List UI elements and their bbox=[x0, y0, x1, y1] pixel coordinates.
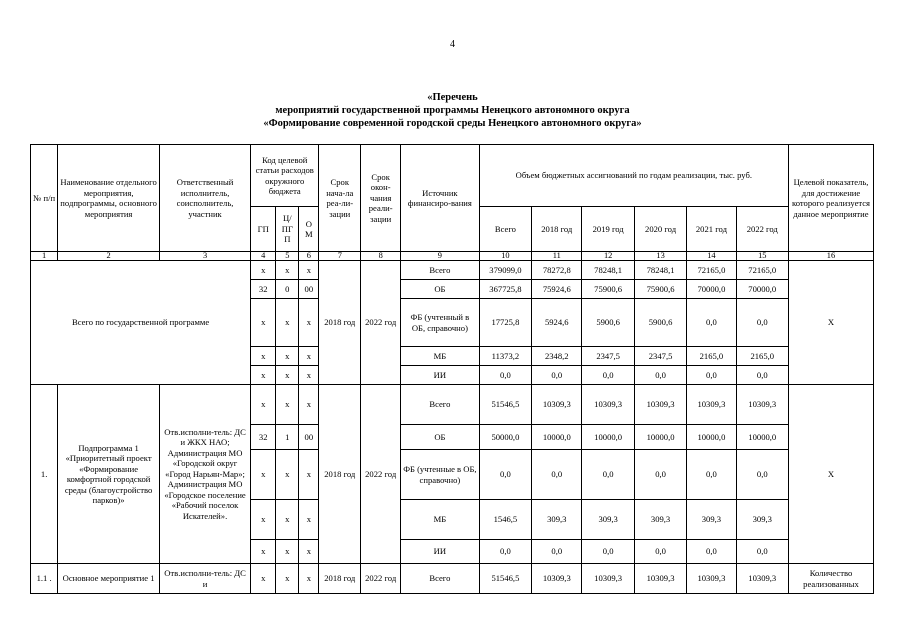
cell-total: 17725,8 bbox=[479, 299, 531, 347]
col-number: 4 bbox=[251, 252, 276, 261]
cell-source: Всего bbox=[401, 261, 480, 280]
header-start: Срок нача-ла реа-ли-зации bbox=[319, 145, 361, 252]
cell-2018: 78272,8 bbox=[532, 261, 582, 280]
cell-2020: 10000,0 bbox=[634, 425, 686, 450]
cell-2022: 0,0 bbox=[736, 366, 788, 385]
table-row bbox=[31, 564, 874, 594]
header-2018: 2018 год bbox=[532, 207, 582, 252]
cell-cpgp: х bbox=[276, 366, 299, 385]
cell-2020: 0,0 bbox=[634, 366, 686, 385]
events-table bbox=[30, 144, 874, 594]
header-2020: 2020 год bbox=[634, 207, 686, 252]
col-number: 16 bbox=[788, 252, 873, 261]
cell-total: 379099,0 bbox=[479, 261, 531, 280]
cell-2020: 2347,5 bbox=[634, 347, 686, 366]
col-number: 1 bbox=[31, 252, 58, 261]
col-number: 7 bbox=[319, 252, 361, 261]
cell-2019: 10000,0 bbox=[582, 425, 634, 450]
cell-source: ФБ (учтенный в ОБ, справочно) bbox=[401, 299, 480, 347]
col-number: 11 bbox=[532, 252, 582, 261]
cell-2018: 10309,3 bbox=[532, 564, 582, 594]
cell-2022: 0,0 bbox=[736, 540, 788, 564]
cell-total: 51546,5 bbox=[479, 385, 531, 425]
cell-2018: 2348,2 bbox=[532, 347, 582, 366]
cell-2022: 2165,0 bbox=[736, 347, 788, 366]
main-event-responsible: Отв.исполни-тель: ДС и bbox=[159, 564, 250, 594]
cell-gp: х bbox=[251, 299, 276, 347]
header-2022: 2022 год bbox=[736, 207, 788, 252]
cell-gp: х bbox=[251, 385, 276, 425]
cell-2019: 0,0 bbox=[582, 450, 634, 500]
cell-source: ИИ bbox=[401, 540, 480, 564]
cell-2018: 5924,6 bbox=[532, 299, 582, 347]
cell-2021: 10000,0 bbox=[687, 425, 736, 450]
cell-2022: 0,0 bbox=[736, 299, 788, 347]
header-volume: Объем бюджетных ассигнований по годам реализации, тыс. руб. bbox=[479, 145, 788, 207]
cell-gp: х bbox=[251, 540, 276, 564]
table-row bbox=[31, 385, 874, 425]
cell-om: х bbox=[299, 540, 319, 564]
cell-2021: 10309,3 bbox=[687, 564, 736, 594]
cell-cpgp: 0 bbox=[276, 280, 299, 299]
cell-2018: 0,0 bbox=[532, 540, 582, 564]
cell-2021: 0,0 bbox=[687, 540, 736, 564]
cell-total: 51546,5 bbox=[479, 564, 531, 594]
cell-source: Всего bbox=[401, 564, 480, 594]
program-total-end: 2022 год bbox=[361, 261, 401, 385]
cell-cpgp: х bbox=[276, 500, 299, 540]
subprogram-target: Х bbox=[788, 385, 873, 564]
cell-2019: 0,0 bbox=[582, 366, 634, 385]
header-om: О М bbox=[299, 207, 319, 252]
cell-source: МБ bbox=[401, 347, 480, 366]
cell-cpgp: х bbox=[276, 450, 299, 500]
header-total: Всего bbox=[479, 207, 531, 252]
title-line-2: мероприятий государственной программы Ненецкого автономного округа bbox=[275, 105, 630, 116]
cell-2020: 78248,1 bbox=[634, 261, 686, 280]
cell-om: х bbox=[299, 366, 319, 385]
header-budget-code: Код целевой статьи расходов окружного бюджета bbox=[251, 145, 319, 207]
cell-2019: 10309,3 bbox=[582, 385, 634, 425]
program-total-name: Всего по государственной программе bbox=[31, 261, 251, 385]
col-number: 3 bbox=[159, 252, 250, 261]
cell-om: х bbox=[299, 564, 319, 594]
cell-om: 00 bbox=[299, 425, 319, 450]
cell-om: х bbox=[299, 450, 319, 500]
subprogram-responsible: Отв.исполни-тель: ДС и ЖКХ НАО; Администрация МО «Городской округ «Город Нарьян-Мар»; Администрация МО «Городское поселение «Рабочий поселок Искателей». bbox=[159, 385, 250, 564]
cell-cpgp: х bbox=[276, 564, 299, 594]
cell-2018: 309,3 bbox=[532, 500, 582, 540]
cell-source: ОБ bbox=[401, 280, 480, 299]
cell-2018: 10000,0 bbox=[532, 425, 582, 450]
cell-total: 367725,8 bbox=[479, 280, 531, 299]
cell-2019: 2347,5 bbox=[582, 347, 634, 366]
cell-2022: 10309,3 bbox=[736, 385, 788, 425]
cell-gp: х bbox=[251, 500, 276, 540]
cell-om: х bbox=[299, 347, 319, 366]
cell-2019: 75900,6 bbox=[582, 280, 634, 299]
cell-2018: 0,0 bbox=[532, 450, 582, 500]
col-number: 12 bbox=[582, 252, 634, 261]
cell-2021: 309,3 bbox=[687, 500, 736, 540]
cell-2019: 309,3 bbox=[582, 500, 634, 540]
cell-gp: х bbox=[251, 450, 276, 500]
cell-2022: 10309,3 bbox=[736, 564, 788, 594]
cell-2020: 0,0 bbox=[634, 450, 686, 500]
col-number: 14 bbox=[687, 252, 736, 261]
title-line-3: «Формирование современной городской среды Ненецкого автономного округа» bbox=[263, 118, 642, 129]
column-number-row bbox=[31, 252, 874, 261]
header-responsible: Ответственный исполнитель, соисполнитель, участник bbox=[159, 145, 250, 252]
cell-2020: 309,3 bbox=[634, 500, 686, 540]
col-number: 8 bbox=[361, 252, 401, 261]
col-number: 5 bbox=[276, 252, 299, 261]
col-number: 15 bbox=[736, 252, 788, 261]
subprogram-num: 1. bbox=[31, 385, 58, 564]
cell-cpgp: х bbox=[276, 385, 299, 425]
main-event-num: 1.1 . bbox=[31, 564, 58, 594]
cell-om: 00 bbox=[299, 280, 319, 299]
document-title bbox=[0, 91, 905, 130]
cell-gp: х bbox=[251, 347, 276, 366]
cell-source: МБ bbox=[401, 500, 480, 540]
cell-cpgp: х bbox=[276, 299, 299, 347]
cell-2020: 75900,6 bbox=[634, 280, 686, 299]
col-number: 6 bbox=[299, 252, 319, 261]
subprogram-start: 2018 год bbox=[319, 385, 361, 564]
cell-2020: 0,0 bbox=[634, 540, 686, 564]
cell-2021: 0,0 bbox=[687, 366, 736, 385]
cell-2021: 70000,0 bbox=[687, 280, 736, 299]
cell-total: 11373,2 bbox=[479, 347, 531, 366]
cell-2019: 5900,6 bbox=[582, 299, 634, 347]
header-name: Наименование отдельного мероприятия, подпрограммы, основного мероприятия bbox=[58, 145, 160, 252]
header-end: Срок окон-чания реали-зации bbox=[361, 145, 401, 252]
cell-om: х bbox=[299, 299, 319, 347]
cell-om: х bbox=[299, 385, 319, 425]
header-gp: ГП bbox=[251, 207, 276, 252]
main-event-target: Количество реализованных bbox=[788, 564, 873, 594]
header-source: Источник финансиро-вания bbox=[401, 145, 480, 252]
cell-cpgp: х bbox=[276, 347, 299, 366]
cell-2018: 0,0 bbox=[532, 366, 582, 385]
cell-2019: 10309,3 bbox=[582, 564, 634, 594]
cell-2022: 70000,0 bbox=[736, 280, 788, 299]
page-number: 4 bbox=[450, 39, 455, 50]
cell-2022: 309,3 bbox=[736, 500, 788, 540]
header-2019: 2019 год bbox=[582, 207, 634, 252]
program-total-start: 2018 год bbox=[319, 261, 361, 385]
cell-cpgp: 1 bbox=[276, 425, 299, 450]
header-2021: 2021 год bbox=[687, 207, 736, 252]
cell-cpgp: х bbox=[276, 540, 299, 564]
header-num: № п/п bbox=[31, 145, 58, 252]
cell-2021: 2165,0 bbox=[687, 347, 736, 366]
main-event-name: Основное мероприятие 1 bbox=[58, 564, 160, 594]
cell-2020: 5900,6 bbox=[634, 299, 686, 347]
col-number: 10 bbox=[479, 252, 531, 261]
table-row bbox=[31, 261, 874, 280]
header-cpgp: Ц/ ПГ П bbox=[276, 207, 299, 252]
cell-total: 0,0 bbox=[479, 366, 531, 385]
cell-om: х bbox=[299, 261, 319, 280]
cell-source: ФБ (учтенные в ОБ, справочно) bbox=[401, 450, 480, 500]
cell-total: 1546,5 bbox=[479, 500, 531, 540]
program-total-target: Х bbox=[788, 261, 873, 385]
cell-2021: 0,0 bbox=[687, 299, 736, 347]
cell-total: 50000,0 bbox=[479, 425, 531, 450]
cell-2020: 10309,3 bbox=[634, 564, 686, 594]
cell-gp: х bbox=[251, 366, 276, 385]
title-line-1: «Перечень bbox=[427, 92, 478, 103]
header-row-1 bbox=[31, 145, 874, 207]
subprogram-end: 2022 год bbox=[361, 385, 401, 564]
cell-gp: х bbox=[251, 261, 276, 280]
cell-2021: 0,0 bbox=[687, 450, 736, 500]
main-event-end: 2022 год bbox=[361, 564, 401, 594]
cell-source: Всего bbox=[401, 385, 480, 425]
cell-total: 0,0 bbox=[479, 540, 531, 564]
cell-2022: 0,0 bbox=[736, 450, 788, 500]
cell-gp: 32 bbox=[251, 280, 276, 299]
cell-gp: 32 bbox=[251, 425, 276, 450]
main-event-start: 2018 год bbox=[319, 564, 361, 594]
cell-2018: 75924,6 bbox=[532, 280, 582, 299]
cell-2019: 0,0 bbox=[582, 540, 634, 564]
cell-gp: х bbox=[251, 564, 276, 594]
cell-2021: 10309,3 bbox=[687, 385, 736, 425]
cell-om: х bbox=[299, 500, 319, 540]
cell-2020: 10309,3 bbox=[634, 385, 686, 425]
col-number: 9 bbox=[401, 252, 480, 261]
cell-2018: 10309,3 bbox=[532, 385, 582, 425]
cell-source: ИИ bbox=[401, 366, 480, 385]
cell-2022: 10000,0 bbox=[736, 425, 788, 450]
col-number: 2 bbox=[58, 252, 160, 261]
cell-total: 0,0 bbox=[479, 450, 531, 500]
header-target: Целевой показатель, для достижение которого реализуется данное мероприятие bbox=[788, 145, 873, 252]
cell-2021: 72165,0 bbox=[687, 261, 736, 280]
cell-2022: 72165,0 bbox=[736, 261, 788, 280]
cell-2019: 78248,1 bbox=[582, 261, 634, 280]
subprogram-name: Подпрограмма 1 «Приоритетный проект «Формирование комфортной городской среды (благоустройство парков)» bbox=[58, 385, 160, 564]
cell-source: ОБ bbox=[401, 425, 480, 450]
col-number: 13 bbox=[634, 252, 686, 261]
cell-cpgp: х bbox=[276, 261, 299, 280]
